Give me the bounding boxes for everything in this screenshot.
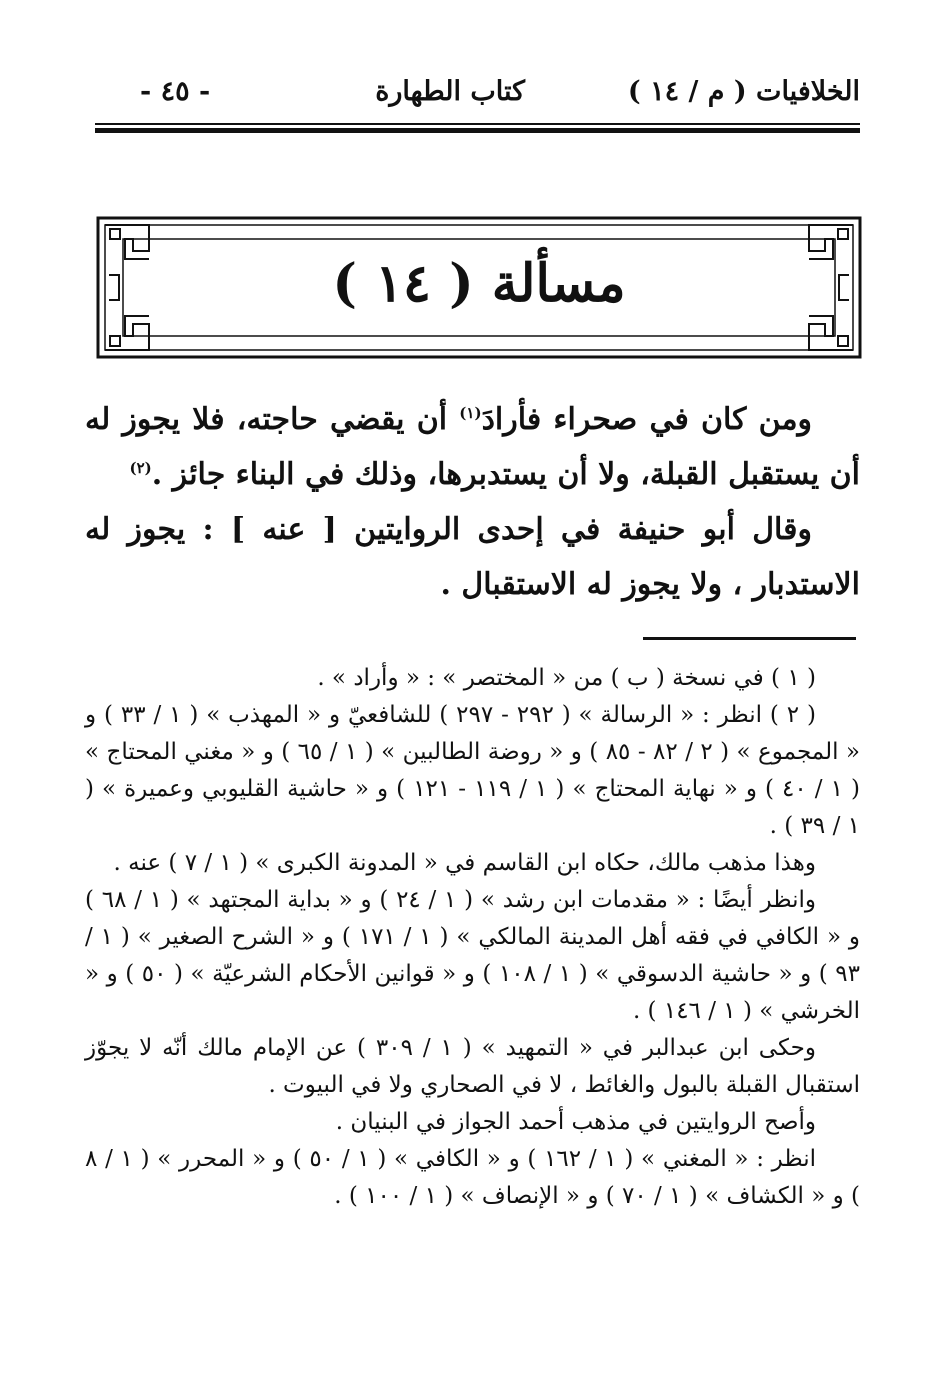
footnote-1: ( ١ ) في نسخة ( ب ) من « المختصر » : « وأراد » . [317,665,816,691]
page-number: - ٤٥ - [140,76,211,107]
footnote-2-maliki: وهذا مذهب مالك، حكاه ابن القاسم في « المدونة الكبرى » ( ١ / ٧ ) عنه . [113,850,816,876]
footnotes [85,660,860,1215]
issue-title: مسألة ( ١٤ ) [332,253,626,314]
footnote-separator [643,637,856,640]
chapter-title: كتاب الطهارة [375,76,525,107]
title-frame [95,215,863,360]
footnote-2-maliki-refs: وانظر أيضًا : « مقدمات ابن رشد » ( ١ / ٢٤ ) و « بداية المجتهد » ( ١ / ٦٨ ) و « الكافي في فقه أهل المدينة المالكي » ( ١ / ١٧١ ) و « الشرح الصغير » ( ١ / ٩٣ ) و « حاشية الدسوقي » ( ١ / ١٠٨ ) و « قوانين الأحكام الشرعيّة » ( ٥٠ ) و « الخرشي » ( ١ / ١٤٦ ) . [85,887,861,1024]
footnote-2-hanbali: وأصح الروايتين في مذهب أحمد الجواز في البنيان . [335,1109,816,1135]
footnote-marker-2: (٢) [129,459,152,477]
running-header [95,70,860,116]
header-rule-thick [95,128,860,133]
footnote-2-tamhid: وحكى ابن عبدالبر في « التمهيد » ( ١ / ٣٠٩ ) عن الإمام مالك أنّه لا يجوّز استقبال القبلة بالبول والغائط ، لا في الصحاري ولا في البيوت . [85,1035,860,1098]
main-paragraph-1 [85,392,860,502]
main-text [85,392,860,612]
main-text-part: ومن كان في صحراء فأرادَ [481,402,813,437]
main-paragraph-2: وقال أبو حنيفة في إحدى الروايتين [ عنه ] : يجوز له الاستدبار ، ولا يجوز له الاستقبال . [85,512,860,602]
main-text-part: أن يقضي حاجته، فلا يجوز له أن يستقبل القبلة، ولا أن يستدبرها، وذلك في البناء جائز . [85,402,860,492]
footnote-marker-1: (١) [459,404,482,422]
footnote-2: ( ٢ ) انظر : « الرسالة » ( ٢٩٢ - ٢٩٧ ) للشافعيّ و « المهذب » ( ١ / ٣٣ ) و « المجموع » ( ٢ / ٨٢ - ٨٥ ) و « روضة الطالبين » ( ١ / ٦٥ ) و « مغني المحتاج » ( ١ / ٤٠ ) و « نهاية المحتاج » ( ١ / ١١٩ - ١٢١ ) و « حاشية القليوبي وعميرة » ( ١ / ٣٩ ) . [85,702,860,839]
footnote-2-hanbali-refs: انظر : « المغني » ( ١ / ١٦٢ ) و « الكافي » ( ١ / ٥٠ ) و « المحرر » ( ١ / ٨ ) و « الكشاف » ( ١ / ٧٠ ) و « الإنصاف » ( ١ / ١٠٠ ) . [85,1146,860,1209]
header-rule-thin [95,123,860,125]
book-reference: الخلافيات ( م / ١٤ ) [627,76,860,107]
